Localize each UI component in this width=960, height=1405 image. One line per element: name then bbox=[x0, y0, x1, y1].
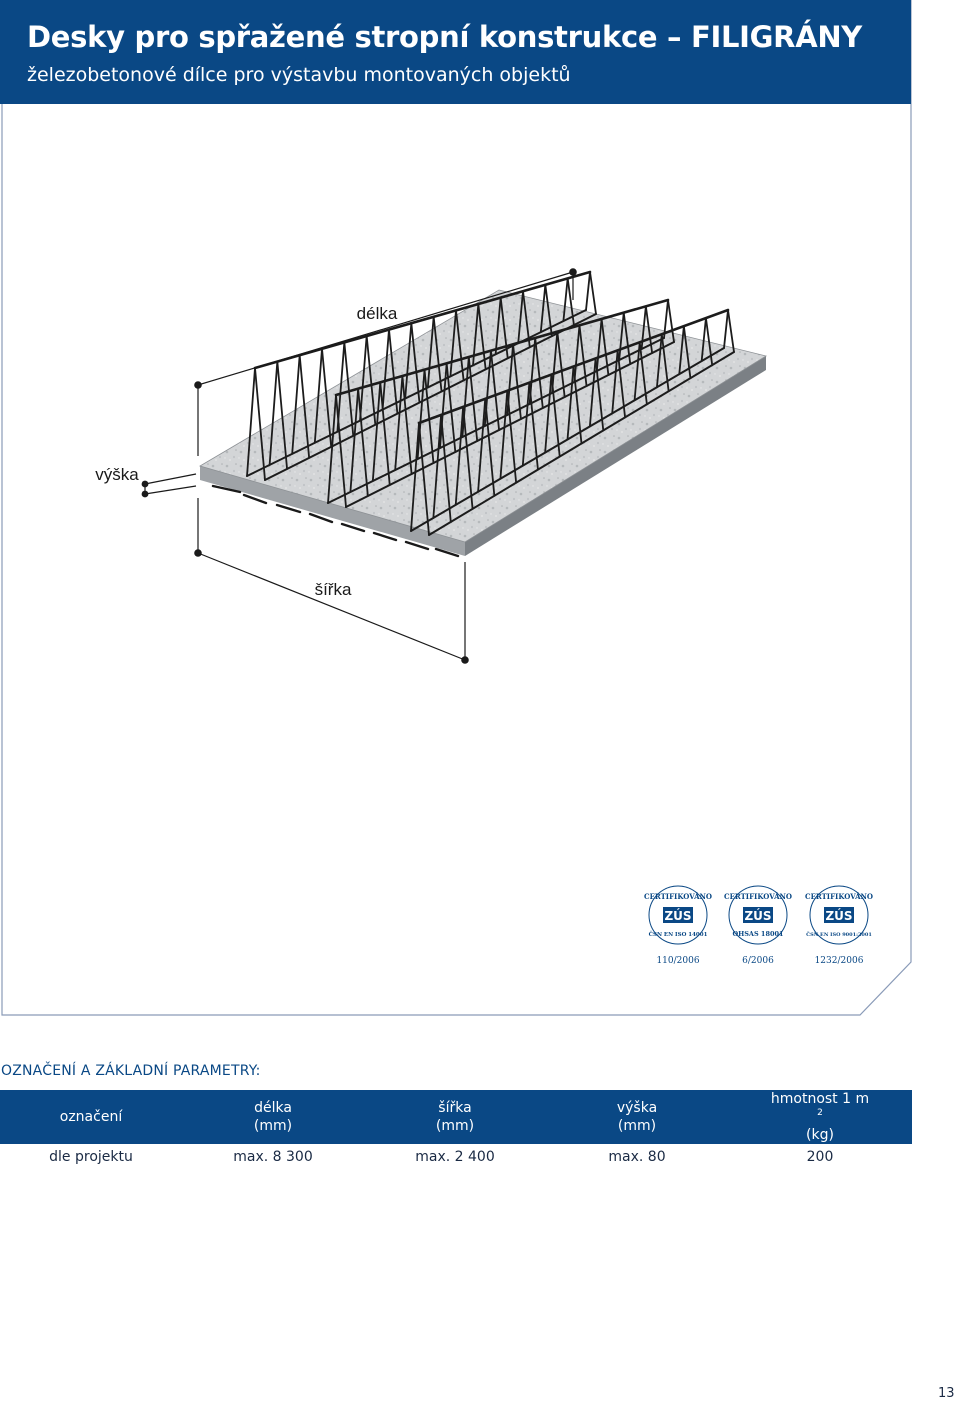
cell-weight: 200 bbox=[806, 1149, 834, 1165]
svg-text:ZÚS: ZÚS bbox=[664, 909, 692, 923]
table-row bbox=[0, 1144, 912, 1170]
svg-text:ZÚS: ZÚS bbox=[825, 909, 853, 923]
girder-bar bbox=[590, 272, 596, 314]
svg-text:110/2006: 110/2006 bbox=[656, 956, 700, 966]
cell-designation: dle projektu bbox=[49, 1149, 133, 1165]
svg-text:CERTIFIKOVÁNO: CERTIFIKOVÁNO bbox=[723, 892, 793, 901]
certificate-seal-iso9001 bbox=[805, 886, 873, 966]
svg-text:CERTIFIKOVÁNO: CERTIFIKOVÁNO bbox=[804, 892, 874, 901]
svg-text:OHSAS 18001: OHSAS 18001 bbox=[732, 930, 784, 938]
svg-text:ČSN EN ISO 14001: ČSN EN ISO 14001 bbox=[648, 932, 708, 938]
label-height: výška bbox=[95, 465, 139, 484]
girder-bar bbox=[724, 310, 728, 348]
girder-bar bbox=[728, 310, 734, 352]
cell-length: max. 8 300 bbox=[233, 1149, 313, 1165]
section-title-parameters: OZNAČENÍ A ZÁKLADNÍ PARAMETRY: bbox=[1, 1063, 261, 1079]
page-title: Desky pro spřažené stropní konstrukce – FILIGRÁNY bbox=[27, 20, 863, 54]
column-header-weight: hmotnost 1 m $^2$ (kg) bbox=[728, 1090, 912, 1144]
column-header-designation: označení bbox=[0, 1090, 182, 1144]
certificate-seal-ohsas18001 bbox=[724, 886, 792, 966]
column-header-width: šířka (mm) bbox=[364, 1090, 546, 1144]
column-header-height: výška (mm) bbox=[546, 1090, 728, 1144]
dimension-height bbox=[142, 474, 196, 497]
label-length: délka bbox=[356, 304, 398, 323]
svg-text:CERTIFIKOVÁNO: CERTIFIKOVÁNO bbox=[643, 892, 713, 901]
column-header-length: délka (mm) bbox=[182, 1090, 364, 1144]
svg-text:ZÚS: ZÚS bbox=[744, 909, 772, 923]
cell-height: max. 80 bbox=[608, 1149, 666, 1165]
page-number: 13 bbox=[938, 1386, 955, 1401]
svg-text:ČSN EN ISO 9001:2001: ČSN EN ISO 9001:2001 bbox=[806, 932, 872, 938]
svg-text:1232/2006: 1232/2006 bbox=[814, 956, 864, 966]
page-subtitle: železobetonové dílce pro výstavbu montovaných objektů bbox=[27, 64, 571, 86]
girder-bar bbox=[586, 272, 590, 310]
cell-width: max. 2 400 bbox=[415, 1149, 495, 1165]
parameters-table bbox=[0, 1090, 912, 1170]
table-header-row bbox=[0, 1090, 912, 1144]
svg-text:6/2006: 6/2006 bbox=[742, 956, 774, 966]
certificate-seal-iso14001 bbox=[644, 886, 712, 966]
label-width: šířka bbox=[314, 580, 352, 599]
